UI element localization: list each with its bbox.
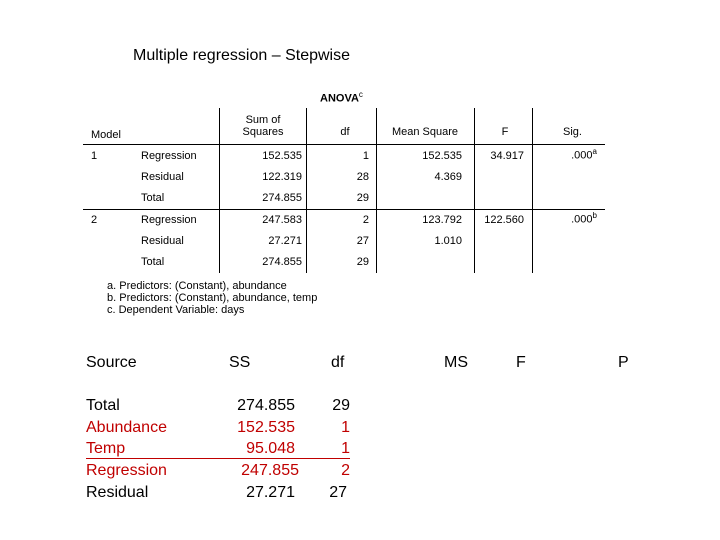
df-value: 29 <box>332 397 350 414</box>
df-value: 2 <box>341 462 350 479</box>
header-model: Model <box>91 129 121 141</box>
ss-value: 247.583 <box>262 214 302 226</box>
model-number: 1 <box>91 150 98 162</box>
summary-header-p: P <box>618 354 629 371</box>
header-ss-line1: Sum of <box>245 114 281 126</box>
header-ms: Mean Square <box>391 126 459 138</box>
model-number: 2 <box>91 214 98 226</box>
source-label: Residual <box>86 484 149 501</box>
sig-value: .000$^a$ <box>571 147 597 162</box>
source-label: Temp <box>86 440 126 457</box>
f-value: 122.560 <box>484 214 524 226</box>
column-divider <box>532 108 533 273</box>
column-divider <box>306 108 307 273</box>
df-value: 2 <box>362 214 369 226</box>
column-divider <box>474 108 475 273</box>
ss-value: 274.855 <box>237 397 295 414</box>
header-divider <box>83 144 605 145</box>
ss-value: 274.855 <box>262 192 302 204</box>
column-divider <box>219 108 220 273</box>
footnote: c. Dependent Variable: days <box>107 304 245 316</box>
row-label: Residual <box>141 171 184 183</box>
df-value: 29 <box>356 192 369 204</box>
header-sig: Sig. <box>563 126 582 138</box>
header-ss-line2: Squares <box>242 126 284 138</box>
row-label: Residual <box>141 235 184 247</box>
df-value: 27 <box>356 235 369 247</box>
source-label: Abundance <box>86 419 167 436</box>
ms-value: 152.535 <box>422 150 462 162</box>
summary-header-ss: SS <box>229 354 251 371</box>
df-value: 1 <box>341 440 350 457</box>
summary-header-source: Source <box>86 354 137 371</box>
df-value: 27 <box>329 484 347 501</box>
summary-header-f: F <box>516 354 526 371</box>
ss-value: 247.855 <box>241 462 299 479</box>
summary-underline <box>86 458 350 459</box>
sig-value: .000$^b$ <box>571 211 597 226</box>
row-label: Regression <box>141 150 197 162</box>
ms-value: 1.010 <box>434 235 462 247</box>
page-title: Multiple regression – Stepwise <box>133 47 350 64</box>
header-f: F <box>501 126 509 138</box>
ss-value: 274.855 <box>262 256 302 268</box>
footnote: a. Predictors: (Constant), abundance <box>107 280 287 292</box>
anova-table-title: ANOVA$^c$ <box>320 90 363 105</box>
source-label: Total <box>86 397 120 414</box>
summary-header-ms: MS <box>444 354 468 371</box>
df-value: 1 <box>341 419 350 436</box>
summary-header-df: df <box>331 354 345 371</box>
ms-value: 123.792 <box>422 214 462 226</box>
model-divider <box>83 209 605 210</box>
ss-value: 152.535 <box>262 150 302 162</box>
row-label: Regression <box>141 214 197 226</box>
ss-value: 27.271 <box>268 235 302 247</box>
column-divider <box>376 108 377 273</box>
ss-value: 27.271 <box>246 484 295 501</box>
ss-value: 152.535 <box>237 419 295 436</box>
ss-value: 122.319 <box>262 171 302 183</box>
ss-value: 95.048 <box>246 440 295 457</box>
df-value: 29 <box>356 256 369 268</box>
header-df: df <box>340 126 350 138</box>
row-label: Total <box>141 192 165 204</box>
df-value: 1 <box>362 150 369 162</box>
source-label: Regression <box>86 462 167 479</box>
f-value: 34.917 <box>490 150 524 162</box>
ms-value: 4.369 <box>434 171 462 183</box>
df-value: 28 <box>356 171 369 183</box>
footnote: b. Predictors: (Constant), abundance, temp <box>107 292 318 304</box>
row-label: Total <box>141 256 165 268</box>
